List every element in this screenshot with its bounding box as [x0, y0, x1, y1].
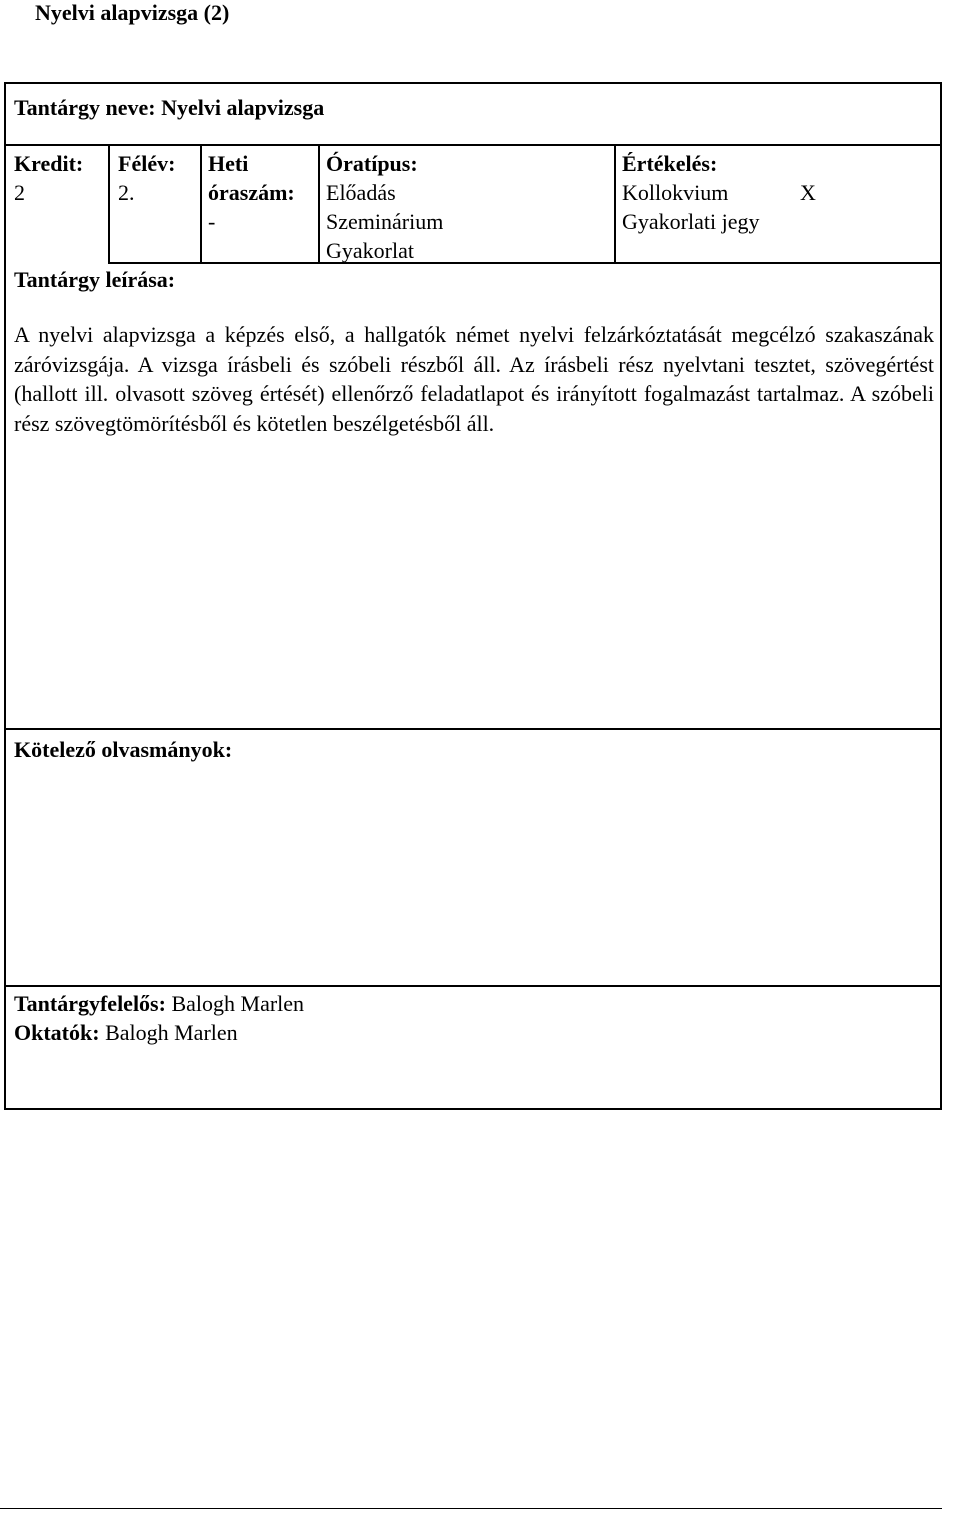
teachers-line — [14, 1018, 304, 1047]
responsibles-block — [14, 989, 304, 1047]
description-text: A nyelvi alapvizsga a képzés első, a hallgatók német nyelvi felzárkóztatását megcélzó szakaszának záróvizsgája. A vizsga írásbeli és szóbeli részből áll. Az írásbeli rész nyelvtani tesztet, szövegértést (hallott ill. olvasott szöveg értését) ellenőrző feladatlapot és irányított fogalmazást tartalmaz. A szóbeli rész szövegtömörítésből és kötetlen beszélgetésből áll. — [14, 322, 934, 436]
oratipus-label: Óratípus: — [326, 151, 418, 176]
heti-label-line2: óraszám: — [208, 180, 295, 205]
heti-label-line1: Heti — [208, 151, 249, 176]
footer-divider — [0, 1508, 942, 1509]
heti-oraszam-cell — [202, 146, 320, 264]
course-name — [14, 93, 324, 122]
ertekeles-option-row-gyakorlati — [622, 207, 942, 236]
kredit-value: 2 — [14, 180, 25, 205]
ertekeles-option-row-kollokvium — [622, 178, 942, 207]
teachers-label: Oktatók: — [14, 1020, 100, 1045]
divider — [6, 985, 940, 987]
course-meta-row — [6, 146, 940, 264]
oratipus-option-gyakorlat: Gyakorlat — [326, 238, 414, 263]
responsible-line — [14, 989, 304, 1018]
oratipus-option-eloadas: Előadás — [326, 180, 396, 205]
responsible-value: Balogh Marlen — [171, 991, 305, 1016]
kredit-label: Kredit: — [14, 151, 84, 176]
oratipus-option-szeminarium: Szeminárium — [326, 209, 444, 234]
ertekeles-option-kollokvium: Kollokvium — [622, 180, 729, 205]
course-table — [4, 82, 942, 1110]
responsible-label: Tantárgyfelelős: — [14, 991, 166, 1016]
ertekeles-cell — [616, 146, 942, 264]
felev-label: Félév: — [118, 151, 176, 176]
felev-cell — [110, 146, 202, 264]
ertekeles-option-gyakorlati-jegy: Gyakorlati jegy — [622, 209, 760, 234]
description-label: Tantárgy leírása: — [14, 267, 176, 292]
kredit-cell — [6, 146, 110, 264]
felev-value: 2. — [118, 180, 135, 205]
document-title: Nyelvi alapvizsga (2) — [35, 0, 230, 25]
oratipus-cell — [320, 146, 616, 264]
divider — [6, 728, 940, 730]
course-name-value: Nyelvi alapvizsga — [161, 95, 325, 120]
required-readings-label: Kötelező olvasmányok: — [14, 737, 233, 762]
ertekeles-selected-mark: X — [800, 180, 816, 205]
course-name-row — [6, 84, 940, 146]
heti-value: - — [208, 209, 216, 234]
course-name-label: Tantárgy neve: — [14, 95, 156, 120]
teachers-value: Balogh Marlen — [105, 1020, 238, 1045]
ertekeles-label: Értékelés: — [622, 151, 718, 176]
